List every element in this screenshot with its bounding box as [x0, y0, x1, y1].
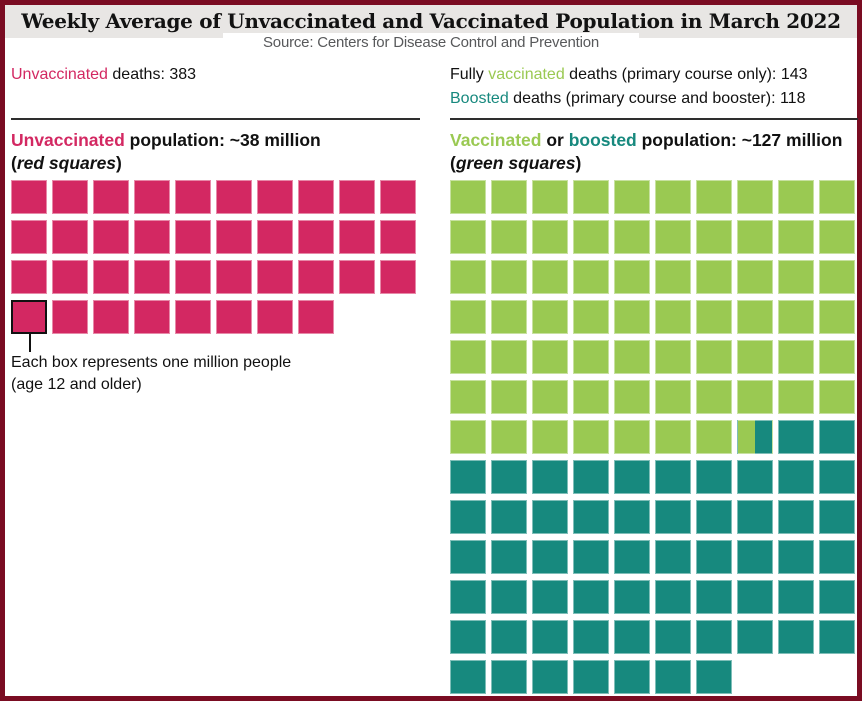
vaccinated-deaths-value: deaths (primary course only): 143: [564, 66, 808, 83]
population-square-vaccinated: [614, 180, 650, 214]
red-squares-note: (red squares): [11, 153, 122, 173]
population-square-unvaccinated: [134, 180, 170, 214]
population-square-boosted: [655, 500, 691, 534]
population-square-vaccinated: [573, 220, 609, 254]
unvaccinated-population-header: [11, 129, 321, 175]
population-square-vaccinated: [450, 180, 486, 214]
population-square-vaccinated: [655, 220, 691, 254]
population-square-boosted: [737, 460, 773, 494]
population-square-vaccinated: [819, 220, 855, 254]
population-square-vaccinated: [819, 180, 855, 214]
population-square-boosted: [655, 620, 691, 654]
population-square-unvaccinated: [93, 180, 129, 214]
population-square-boosted: [655, 540, 691, 574]
population-square-vaccinated: [491, 340, 527, 374]
population-square-vaccinated: [532, 300, 568, 334]
legend-caption-line2: (age 12 and older): [11, 376, 142, 393]
population-square-boosted: [778, 500, 814, 534]
population-square-vaccinated: [532, 380, 568, 414]
population-square-boosted: [491, 500, 527, 534]
population-square-unvaccinated: [380, 220, 416, 254]
population-square-vaccinated: [696, 340, 732, 374]
population-square-vaccinated: [655, 380, 691, 414]
population-square-vaccinated: [491, 180, 527, 214]
population-square-boosted: [532, 580, 568, 614]
population-square-unvaccinated: [52, 300, 88, 334]
population-square-boosted: [573, 580, 609, 614]
unvaccinated-deaths-value: deaths: 383: [107, 66, 197, 83]
population-square-vaccinated: [778, 380, 814, 414]
population-square-boosted: [778, 460, 814, 494]
population-square-vaccinated: [655, 420, 691, 454]
population-square-vaccinated: [491, 260, 527, 294]
population-square-boosted: [737, 620, 773, 654]
population-square-vaccinated: [450, 380, 486, 414]
population-square-vaccinated: [696, 220, 732, 254]
population-square-boosted: [532, 660, 568, 694]
population-square-boosted: [614, 620, 650, 654]
population-square-unvaccinated: [339, 220, 375, 254]
population-square-boosted: [450, 460, 486, 494]
population-square-boosted: [778, 580, 814, 614]
population-square-vaccinated: [614, 220, 650, 254]
population-square-unvaccinated: [134, 260, 170, 294]
leader-line: [29, 334, 31, 352]
population-square-boosted: [450, 620, 486, 654]
legend-caption-line1: Each box represents one million people: [11, 354, 292, 371]
vaccinated-deaths-stats: [450, 63, 808, 111]
population-square-boosted: [450, 500, 486, 534]
population-square-unvaccinated: [175, 180, 211, 214]
population-square-vaccinated: [696, 380, 732, 414]
population-square-boosted: [614, 500, 650, 534]
population-square-unvaccinated: [257, 300, 293, 334]
vaccinated-waffle-grid: [450, 180, 856, 694]
population-square-unvaccinated: [11, 220, 47, 254]
population-square-vaccinated: [819, 300, 855, 334]
population-square-unvaccinated: [134, 220, 170, 254]
population-square-boosted: [450, 660, 486, 694]
population-square-boosted: [737, 580, 773, 614]
population-square-vaccinated: [778, 180, 814, 214]
population-square-vaccinated: [573, 420, 609, 454]
unvaccinated-population-line: Unvaccinated population: ~38 million: [11, 130, 321, 150]
population-square-boosted: [614, 460, 650, 494]
population-square-boosted: [737, 500, 773, 534]
population-square-vaccinated: [655, 260, 691, 294]
legend-caption: [11, 352, 291, 396]
population-square-boosted: [614, 540, 650, 574]
population-square-boosted: [655, 460, 691, 494]
population-square-boosted: [532, 460, 568, 494]
population-square-boosted: [819, 460, 855, 494]
population-square-boosted: [655, 580, 691, 614]
population-square-boosted: [696, 660, 732, 694]
population-square-boosted: [696, 540, 732, 574]
population-square-vaccinated: [778, 260, 814, 294]
population-square-vaccinated: [696, 420, 732, 454]
population-square-boosted: [614, 660, 650, 694]
population-square-unvaccinated: [257, 260, 293, 294]
population-square-vaccinated: [573, 260, 609, 294]
population-square-boosted: [819, 620, 855, 654]
population-square-vaccinated: [819, 340, 855, 374]
population-square-vaccinated: [778, 340, 814, 374]
population-square-unvaccinated: [380, 180, 416, 214]
population-square-boosted: [819, 540, 855, 574]
population-square-unvaccinated: [11, 180, 47, 214]
population-square-boosted: [614, 580, 650, 614]
population-square-unvaccinated: [134, 300, 170, 334]
population-square-vaccinated: [491, 300, 527, 334]
source-text: Source: Centers for Disease Control and Prevention: [262, 34, 600, 51]
divider-left: [11, 118, 420, 120]
population-square-unvaccinated: [175, 260, 211, 294]
population-square-unvaccinated: [93, 300, 129, 334]
population-square-boosted: [737, 540, 773, 574]
population-square-boosted: [819, 500, 855, 534]
population-square-boosted: [696, 580, 732, 614]
vaccinated-word: vaccinated: [488, 66, 565, 83]
population-square-boosted: [491, 620, 527, 654]
population-square-vaccinated: [737, 260, 773, 294]
green-squares-note: (green squares): [450, 153, 582, 173]
population-square-vaccinated: [696, 180, 732, 214]
population-square-boosted: [532, 620, 568, 654]
population-square-unvaccinated: [93, 220, 129, 254]
population-square-vaccinated: [450, 420, 486, 454]
population-square-unvaccinated: [175, 220, 211, 254]
population-square-vaccinated: [573, 180, 609, 214]
population-square-vaccinated: [450, 300, 486, 334]
population-square-unvaccinated: [52, 180, 88, 214]
population-square-vaccinated: [737, 380, 773, 414]
source-label: [223, 33, 639, 53]
population-square-boosted: [491, 580, 527, 614]
population-square-highlighted: [11, 300, 47, 334]
population-square-vaccinated: [450, 260, 486, 294]
population-square-vaccinated: [614, 340, 650, 374]
population-square-unvaccinated: [298, 180, 334, 214]
population-square-boosted: [819, 580, 855, 614]
population-square-boosted: [573, 460, 609, 494]
population-square-vaccinated: [696, 260, 732, 294]
population-square-unvaccinated: [298, 260, 334, 294]
population-square-unvaccinated: [11, 260, 47, 294]
vaccinated-population-header: [450, 129, 842, 175]
population-square-unvaccinated: [257, 180, 293, 214]
population-square-unvaccinated: [216, 260, 252, 294]
vaccinated-deaths-stat: [450, 63, 808, 87]
population-square-boosted: [573, 500, 609, 534]
population-square-boosted: [491, 660, 527, 694]
vaccinated-population-line: Vaccinated or boosted population: ~127 million: [450, 130, 843, 150]
population-square-vaccinated: [696, 300, 732, 334]
population-square-unvaccinated: [175, 300, 211, 334]
population-square-vaccinated: [655, 180, 691, 214]
population-square-boosted: [450, 580, 486, 614]
population-square-vaccinated: [614, 260, 650, 294]
boosted-word: Boosted: [450, 90, 509, 107]
population-square-vaccinated: [778, 300, 814, 334]
population-square-boosted: [573, 660, 609, 694]
population-square-vaccinated: [819, 260, 855, 294]
population-square-boosted: [655, 660, 691, 694]
population-square-vaccinated: [491, 220, 527, 254]
population-square-unvaccinated: [216, 180, 252, 214]
population-square-boosted: [696, 460, 732, 494]
population-square-vaccinated: [573, 300, 609, 334]
population-square-boosted: [696, 620, 732, 654]
population-square-unvaccinated: [216, 220, 252, 254]
population-square-boosted: [778, 420, 814, 454]
page-title: Weekly Average of Unvaccinated and Vaccinated Population in March 2022: [5, 5, 857, 38]
population-square-boosted: [532, 540, 568, 574]
fully-word: Fully: [450, 66, 489, 83]
population-square-vaccinated: [655, 340, 691, 374]
population-square-boosted: [819, 420, 855, 454]
population-square-boosted: [573, 620, 609, 654]
population-square-vaccinated: [532, 180, 568, 214]
population-square-unvaccinated: [298, 300, 334, 334]
population-square-boosted: [778, 620, 814, 654]
population-square-vaccinated: [450, 220, 486, 254]
boosted-deaths-stat: [450, 87, 808, 111]
population-square-boosted: [696, 500, 732, 534]
population-square-unvaccinated: [339, 260, 375, 294]
population-square-boosted: [491, 460, 527, 494]
population-square-vaccinated: [655, 300, 691, 334]
population-square-vaccinated: [532, 260, 568, 294]
population-square-unvaccinated: [52, 260, 88, 294]
population-square-split: [737, 420, 773, 454]
population-square-vaccinated: [737, 220, 773, 254]
population-square-unvaccinated: [298, 220, 334, 254]
population-square-unvaccinated: [216, 300, 252, 334]
boosted-deaths-value: deaths (primary course and booster): 118: [508, 90, 806, 107]
population-square-vaccinated: [532, 220, 568, 254]
population-square-boosted: [573, 540, 609, 574]
population-square-vaccinated: [614, 300, 650, 334]
population-square-vaccinated: [819, 380, 855, 414]
population-square-vaccinated: [532, 420, 568, 454]
unvaccinated-waffle-grid: [11, 180, 417, 334]
population-square-vaccinated: [737, 180, 773, 214]
population-square-boosted: [532, 500, 568, 534]
population-square-vaccinated: [450, 340, 486, 374]
population-square-unvaccinated: [52, 220, 88, 254]
population-square-vaccinated: [737, 340, 773, 374]
unvaccinated-word: Unvaccinated: [11, 66, 108, 83]
population-square-vaccinated: [614, 420, 650, 454]
population-square-unvaccinated: [339, 180, 375, 214]
population-square-unvaccinated: [257, 220, 293, 254]
population-square-vaccinated: [573, 340, 609, 374]
population-square-vaccinated: [532, 340, 568, 374]
population-square-vaccinated: [573, 380, 609, 414]
population-square-boosted: [491, 540, 527, 574]
population-square-vaccinated: [491, 420, 527, 454]
divider-right: [450, 118, 858, 120]
population-square-boosted: [450, 540, 486, 574]
population-square-boosted: [778, 540, 814, 574]
population-square-unvaccinated: [380, 260, 416, 294]
population-square-vaccinated: [737, 300, 773, 334]
population-square-vaccinated: [491, 380, 527, 414]
population-square-unvaccinated: [93, 260, 129, 294]
population-square-vaccinated: [778, 220, 814, 254]
population-square-vaccinated: [614, 380, 650, 414]
unvaccinated-deaths-stat: [11, 63, 196, 87]
